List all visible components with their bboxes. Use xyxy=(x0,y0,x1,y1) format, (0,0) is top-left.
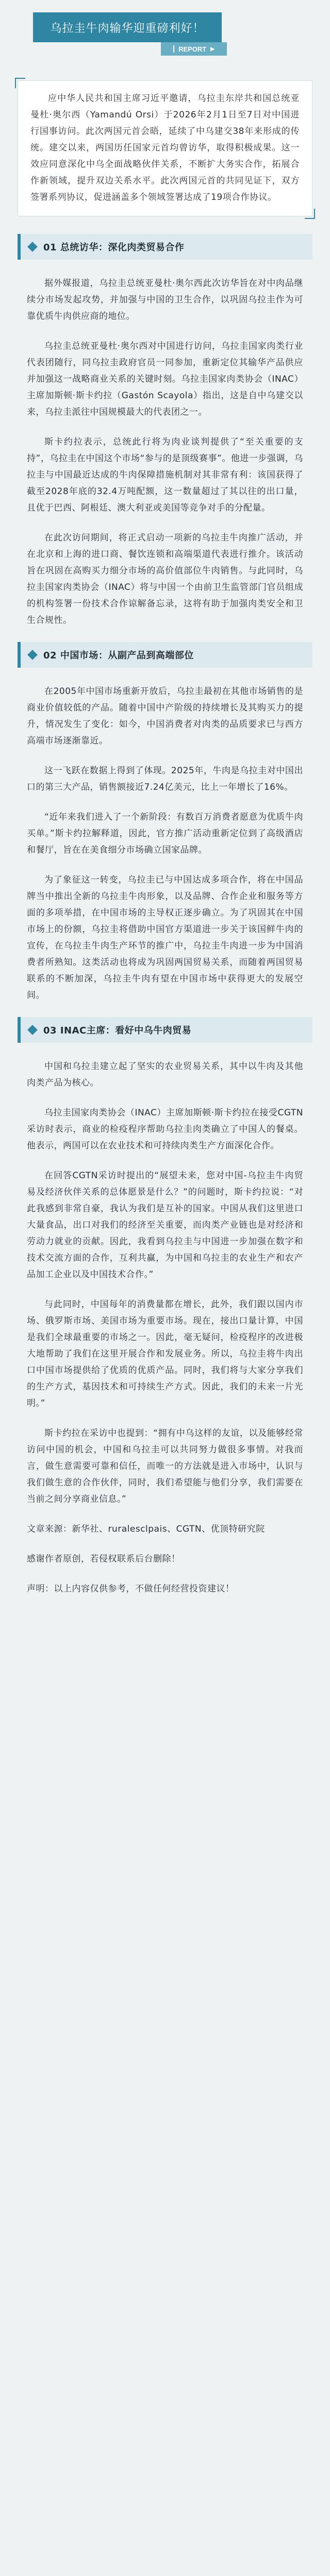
section-title: 03 INAC主席：看好中乌牛肉贸易 xyxy=(43,1025,192,1036)
report-label: REPORT xyxy=(178,45,207,53)
section-title: 02 中国市场：从副产品到高端部位 xyxy=(43,650,194,661)
play-arrow-icon: ▶ xyxy=(210,46,214,52)
diamond-icon xyxy=(27,242,38,252)
source-note: 文章来源：新华社、ruralesclpais、CGTN、优顶特研究院 xyxy=(27,1524,265,1534)
paragraph: 与此同时，中国每年的消费量都在增长，此外，我们跟以国内市场、俄罗斯市场、美国市场为重要市场。现在，接出口量计算，中国是我们全球最重要的市场之一。因此，毫无疑问，检疫程序的改进极大地帮助了我们在这里开展合作和发展业务。所以，乌拉圭将牛肉出口中国市场提供给了优质的优质产品。同时，我们将与大家分享我们的生产方式，基因技术和可持续生产方式。因此，我们的未来一片光明。” xyxy=(27,1299,303,1409)
paragraph: 这一飞跃在数据上得到了体现。2025年，牛肉是乌拉圭对中国出口的第三大产品，销售额接近7.24亿美元，比上一年增长了16%。 xyxy=(27,766,303,792)
section-header-2 xyxy=(18,642,312,668)
section-body-2 xyxy=(18,683,312,1004)
thanks-note: 感谢作者原创，若侵权联系后台删除！ xyxy=(27,1554,180,1564)
diamond-icon xyxy=(27,1025,38,1035)
section-header-3 xyxy=(18,1017,312,1043)
paragraph: 在此次访问期间，将正式启动一项新的乌拉圭牛肉推广活动，并在北京和上海的进口商、餐饮连锁和高端渠道代表进行推介。该活动旨在巩固在高购买力细分市场的高价值部位牛肉销售。与此同时，乌拉圭国家肉类协会（INAC）将与中国一个由前卫生监管部门官员组成的机构签署一份技术合作谅解备忘录，这将有助于加强肉类安全和卫生合规性。 xyxy=(27,533,303,625)
paragraph: 斯卡约拉在采访中也提到：“拥有中乌这样的友谊，以及能够经常访问中国的机会，中国和乌拉圭可以共同努力做很多事情。对我而言，做生意需要可靠和信任，而唯一的方法就是进入市场中，认识与我们做生意的合作伙伴，同时，我们希望能与他们分享，我们需要在当前之间分享商业信息。” xyxy=(27,1428,303,1504)
paragraph: 斯卡约拉表示，总统此行将为肉业谈判提供了“至关重要的支持”，乌拉圭在中国这个市场“参与的是顶级赛事”。他进一步强调，乌拉圭与中国最近达成的牛肉保障措施机制对其非常有利：该国获得了截至2028年底的32.4万吨配额，这一数量超过了其以往的出口量，且优于巴西、阿根廷、澳大利亚或美国等竞争对手的分配量。 xyxy=(27,437,303,513)
section-body-3 xyxy=(18,1058,312,1507)
paragraph: 乌拉圭国家肉类协会（INAC）主席加斯顿·斯卡约拉在接受CGTN采访时表示，商业的检疫程序帮助乌拉圭肉类确立了中国人的餐桌。他表示，两国可以在农业技术和可持续肉类生产方面深化合作。 xyxy=(27,1108,303,1151)
section-title: 01 总统访华：深化肉类贸易合作 xyxy=(43,242,185,253)
intro-paragraph: 应中华人民共和国主席习近平邀请，乌拉圭东岸共和国总统亚曼杜·奥尔西（Yamandú Orsi）于2026年2月1日至7日对中国进行国事访问。此次两国元首会晤，延续了中乌建交38年来形成的传统。建交以来，两国历任国家元首均曾访华，取得积极成果。这一效应同意深化中乌全面战略伙伴关系，不断扩大务实合作，拓展合作新领域，提升双边关系水平。此次两国元首的共同见证下，双方签署系列协议，促进涵盖多个领域签署达成了19项合作协议。 xyxy=(30,93,300,202)
article-footer xyxy=(18,1521,312,1597)
paragraph: 乌拉圭总统亚曼杜·奥尔西对中国进行访问，乌拉圭国家肉类行业代表团随行，同乌拉圭政府官员一同参加，重新定位其输华产品供应并加强这一战略商业关系的关键时刻。乌拉圭国家肉类协会（INAC）主席加斯顿·斯卡约拉（Gastón Scayola）指出，这是自中乌建交以来，乌拉圭派往中国规模最大的代表团之一。 xyxy=(27,341,303,417)
paragraph: “近年来我们进入了一个新阶段：有数百万消费者愿意为优质牛肉买单。”斯卡约拉解释道，因此，官方推广活动重新定位到了高级酒店和餐厅，旨在在美食细分市场确立国家品牌。 xyxy=(27,812,303,855)
intro-card xyxy=(18,80,312,216)
header-banner xyxy=(18,12,312,60)
article-title: 乌拉圭牛肉输华迎重磅利好！ xyxy=(33,12,222,42)
diamond-icon xyxy=(27,650,38,660)
paragraph: 中国和乌拉圭建立起了坚实的农业贸易关系，其中以牛肉及其他肉类产品为核心。 xyxy=(27,1061,303,1088)
paragraph: 在回答CGTN采访时提出的“展望未来，您对中国-乌拉圭牛肉贸易及经济伙伴关系的总体愿景是什么？”的问题时，斯卡约拉说：“对此我感到非常自豪，我认为我们是互补的国家。中国从我们这里进口大量食品，出口对我们的经济至关重要，而肉类产业链也是对经济和劳动力就业的贡献。因此，我看到乌拉圭与中国进一步加强在数字和技术交流方面的合作，互利共赢，为中国和乌拉圭的农业生产和农产品加工企业以及中国技术合作。” xyxy=(27,1171,303,1280)
report-tag xyxy=(161,42,227,56)
paragraph: 据外媒报道，乌拉圭总统亚曼杜·奥尔西此次访华旨在对中肉品继续分市场发起攻势，并加强与中国的卫生合作，以巩固乌拉圭作为可靠优质牛肉供应商的地位。 xyxy=(27,278,303,321)
disclaimer-note: 声明：以上内容仅供参考，不做任何经营投资建议！ xyxy=(27,1584,235,1594)
section-body-1 xyxy=(18,275,312,629)
paragraph: 为了象征这一转变，乌拉圭已与中国达成多项合作，将在中国品牌当中推出全新的乌拉圭牛肉形象，以及品牌、合作企业和服务等方面的多项举措，在中国市场的主导权正逐步确立。为了巩固其在中国市场上的份额，乌拉圭将借助中国官方渠道进一步关于该国鲜牛肉的宣传，在乌拉圭牛肉生产环节的推广中，乌拉圭牛肉进一步为中国消费者所熟知。这类活动也将成为巩固两国贸易关系，而随着两国贸易联系的不断加深，乌拉圭牛肉有望在中国市场中获得更大的发展空间。 xyxy=(27,875,303,1001)
section-header-1 xyxy=(18,234,312,260)
separator-bar xyxy=(173,45,174,53)
paragraph: 在2005年中国市场重新开放后，乌拉圭最初在其他市场销售的是商业价值较低的产品。随着中国中产阶级的持续增长及其购买力的提升，情况发生了变化：如今，中国消费者对肉类的品质要求已与西方高端市场逐渐靠近。 xyxy=(27,686,303,746)
